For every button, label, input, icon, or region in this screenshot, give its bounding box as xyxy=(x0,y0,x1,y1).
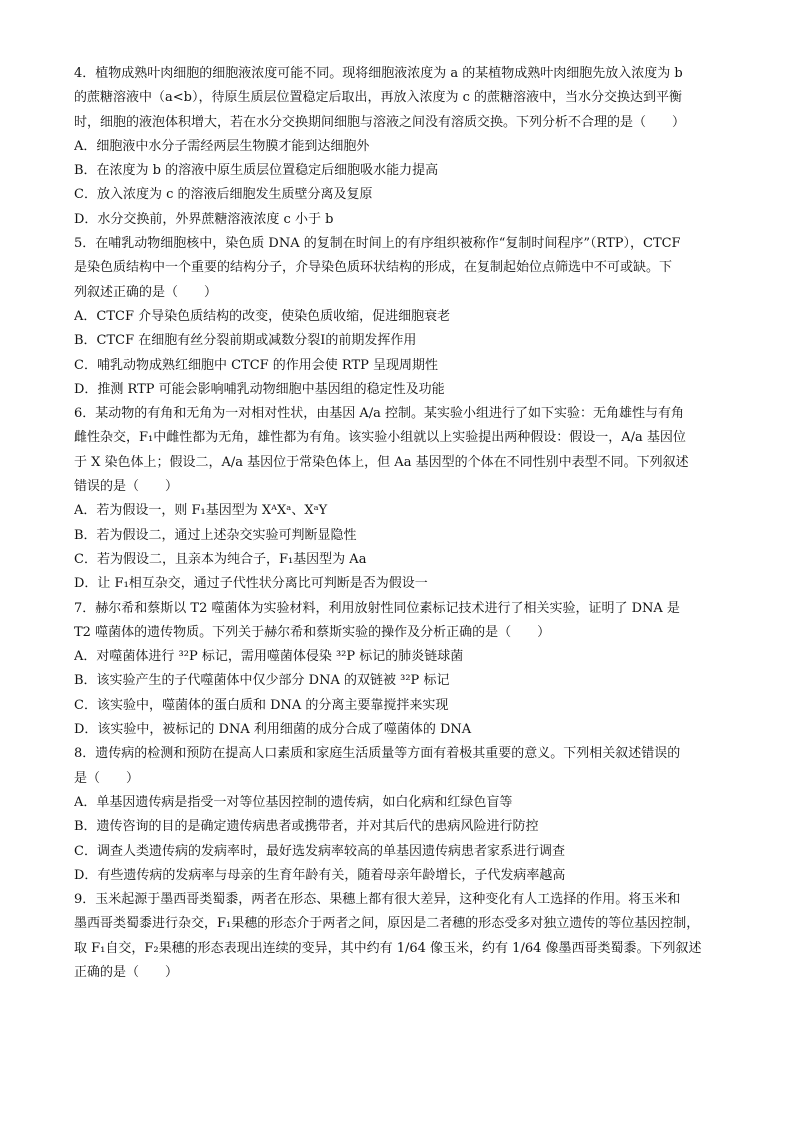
question-stem-line: 墨西哥类蜀黍进行杂交，F₁果穗的形态介于两者之间，原因是二者穗的形态受多对独立遗传的等位基因控制， xyxy=(74,916,700,932)
answer-option-A: A．细胞液中水分子需经两层生物膜才能到达细胞外 xyxy=(74,138,370,154)
question-stem-line: 错误的是（ ） xyxy=(74,479,179,495)
question-7 xyxy=(74,597,746,743)
question-stem-line: 雌性杂交，F₁中雌性都为无角，雄性都为有角。该实验小组就以上实验提出两种假设：假设一，A/a 基因位 xyxy=(74,430,686,446)
answer-option-C: C．哺乳动物成熟红细胞中 CTCF 的作用会使 RTP 呈现周期性 xyxy=(74,357,439,373)
answer-option-B: B．在浓度为 b 的溶液中原生质层位置稳定后细胞吸水能力提高 xyxy=(74,163,439,179)
question-stem-line: 时，细胞的液泡体积增大，若在水分交换期间细胞与溶液之间没有溶质交换。下列分析不合理的是（ ） xyxy=(74,114,686,130)
question-stem-line: 是染色质结构中一个重要的结构分子，介导染色质环状结构的形成，在复制起始位点筛选中不可或缺。下 xyxy=(74,260,673,276)
answer-option-D: D．有些遗传病的发病率与母亲的生育年龄有关，随着母亲年龄增长，子代发病率越高 xyxy=(74,867,566,883)
question-9 xyxy=(74,888,746,985)
question-8 xyxy=(74,742,746,888)
answer-option-A: A．单基因遗传病是指受一对等位基因控制的遗传病，如白化病和红绿色盲等 xyxy=(74,794,513,810)
question-stem-line: 4．植物成熟叶肉细胞的细胞液浓度可能不同。现将细胞液浓度为 a 的某植物成熟叶肉细胞先放入浓度为 b xyxy=(74,66,683,81)
answer-option-C: C．该实验中，噬菌体的蛋白质和 DNA 的分离主要靠搅拌来实现 xyxy=(74,697,449,713)
question-stem-line: 是（ ） xyxy=(74,770,140,786)
question-stem-line: 6．某动物的有角和无角为一对相对性状，由基因 A/a 控制。某实验小组进行了如下实验：无角雄性与有角 xyxy=(74,406,685,422)
answer-option-C: C．若为假设二，且亲本为纯合子，F₁基因型为 Aa xyxy=(74,551,367,567)
answer-option-C: C．放入浓度为 c 的溶液后细胞发生质壁分离及复原 xyxy=(74,187,373,203)
question-4 xyxy=(74,62,746,232)
answer-option-B: B．遗传咨询的目的是确定遗传病患者或携带者，并对其后代的患病风险进行防控 xyxy=(74,819,539,835)
answer-option-B: B．若为假设二，通过上述杂交实验可判断显隐性 xyxy=(74,527,357,543)
question-5 xyxy=(74,232,746,402)
answer-option-C: C．调查人类遗传病的发病率时，最好选发病率较高的单基因遗传病患者家系进行调查 xyxy=(74,843,565,859)
answer-option-A: A．CTCF 介导染色质结构的改变，使染色质收缩，促进细胞衰老 xyxy=(74,308,451,324)
question-stem-line: 8．遗传病的检测和预防在提高人口素质和家庭生活质量等方面有着极其重要的意义。下列相关叙述错误的 xyxy=(74,746,681,762)
answer-option-D: D．水分交换前，外界蔗糖溶液浓度 c 小于 b xyxy=(74,211,334,227)
answer-option-D: D．推测 RTP 可能会影响哺乳动物细胞中基因组的稳定性及功能 xyxy=(74,381,445,397)
question-stem-line: 取 F₁自交，F₂果穗的形态表现出连续的变异，其中约有 1/64 像玉米，约有 1/64 像墨西哥类蜀黍。下列叙述 xyxy=(74,940,702,956)
question-stem-line: 于 X 染色体上；假设二，A/a 基因位于常染色体上，但 Aa 基因型的个体在不同性别中表型不同。下列叙述 xyxy=(74,454,689,470)
question-6 xyxy=(74,402,746,596)
answer-option-A: A．若为假设一，则 F₁基因型为 XᴬXᵃ、XᵃY xyxy=(74,503,328,519)
question-stem-line: 7．赫尔希和蔡斯以 T2 噬菌体为实验材料，利用放射性同位素标记技术进行了相关实验，证明了 DNA 是 xyxy=(74,600,680,616)
question-stem-line: T2 噬菌体的遗传物质。下列关于赫尔希和蔡斯实验的操作及分析正确的是（ ） xyxy=(74,624,551,640)
question-stem-line: 的蔗糖溶液中（a<b），待原生质层位置稳定后取出，再放入浓度为 c 的蔗糖溶液中，当水分交换达到平衡 xyxy=(74,90,683,106)
answer-option-D: D．该实验中，被标记的 DNA 利用细菌的成分合成了噬菌体的 DNA xyxy=(74,722,472,738)
answer-option-B: B．CTCF 在细胞有丝分裂前期或减数分裂Ⅰ的前期发挥作用 xyxy=(74,333,417,349)
question-stem-line: 列叙述正确的是（ ） xyxy=(74,284,218,300)
answer-option-D: D．让 F₁相互杂交，通过子代性状分离比可判断是否为假设一 xyxy=(74,576,428,592)
question-stem-line: 正确的是（ ） xyxy=(74,964,179,980)
answer-option-A: A．对噬菌体进行 ³²P 标记，需用噬菌体侵染 ³²P 标记的肺炎链球菌 xyxy=(74,649,464,665)
answer-option-B: B．该实验产生的子代噬菌体中仅少部分 DNA 的双链被 ³²P 标记 xyxy=(74,673,450,689)
question-stem-line: 9．玉米起源于墨西哥类蜀黍，两者在形态、果穗上都有很大差异，这种变化有人工选择的作用。将玉米和 xyxy=(74,892,681,908)
question-stem-line: 5．在哺乳动物细胞核中，染色质 DNA 的复制在时间上的有序组织被称作“复制时间程序”（RTP），CTCF xyxy=(74,236,681,252)
